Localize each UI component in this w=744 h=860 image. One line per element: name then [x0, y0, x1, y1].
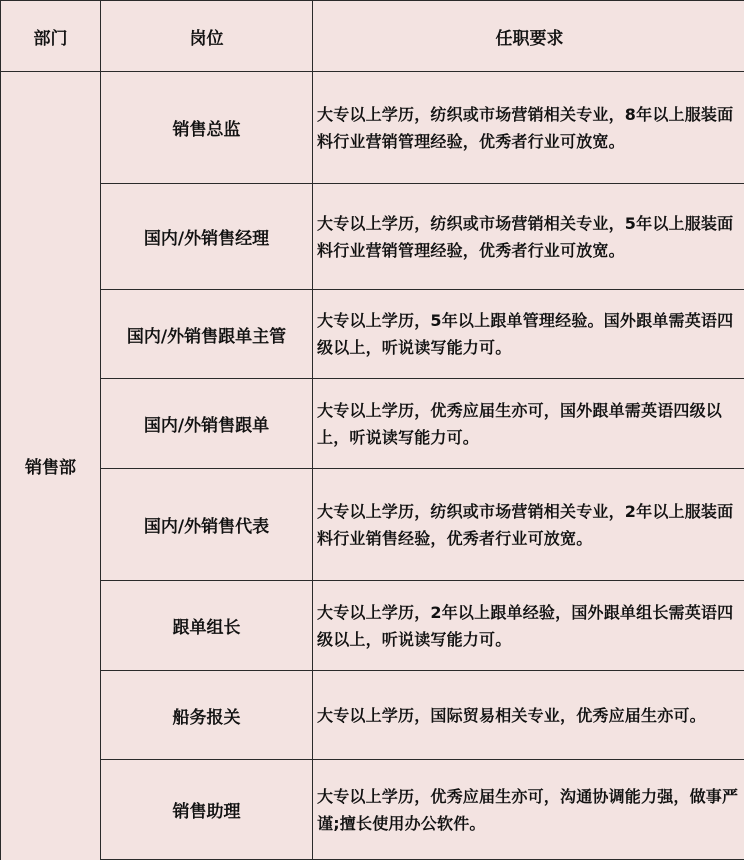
- table-row: [1, 379, 744, 469]
- position-cell: 销售助理: [101, 760, 313, 860]
- header-position: 岗位: [101, 1, 313, 72]
- requirement-cell: 大专以上学历，优秀应届生亦可，沟通协调能力强，做事严谨;擅长使用办公软件。: [313, 760, 744, 860]
- table-row: [1, 290, 744, 379]
- requirement-cell: 大专以上学历，纺织或市场营销相关专业，8年以上服装面料行业营销管理经验，优秀者行业可放宽。: [313, 72, 744, 184]
- position-cell: 国内/外销售跟单主管: [101, 290, 313, 379]
- requirement-cell: 大专以上学历，国际贸易相关专业，优秀应届生亦可。: [313, 671, 744, 760]
- position-cell: 船务报关: [101, 671, 313, 760]
- header-department: 部门: [1, 1, 101, 72]
- position-cell: 销售总监: [101, 72, 313, 184]
- position-cell: 国内/外销售经理: [101, 184, 313, 290]
- department-cell: 销售部: [1, 72, 101, 860]
- table-row: [1, 581, 744, 671]
- position-cell: 跟单组长: [101, 581, 313, 671]
- header-requirements: 任职要求: [313, 1, 744, 72]
- table-row: [1, 72, 744, 184]
- position-cell: 国内/外销售跟单: [101, 379, 313, 469]
- table-row: [1, 469, 744, 581]
- requirement-cell: 大专以上学历，纺织或市场营销相关专业，5年以上服装面料行业营销管理经验，优秀者行业可放宽。: [313, 184, 744, 290]
- requirement-cell: 大专以上学历，5年以上跟单管理经验。国外跟单需英语四级以上，听说读写能力可。: [313, 290, 744, 379]
- requirement-cell: 大专以上学历，纺织或市场营销相关专业，2年以上服装面料行业销售经验，优秀者行业可放宽。: [313, 469, 744, 581]
- table-row: [1, 184, 744, 290]
- position-cell: 国内/外销售代表: [101, 469, 313, 581]
- header-row: [1, 1, 744, 72]
- table-row: [1, 671, 744, 760]
- requirement-cell: 大专以上学历，2年以上跟单经验，国外跟单组长需英语四级以上，听说读写能力可。: [313, 581, 744, 671]
- requirement-cell: 大专以上学历，优秀应届生亦可，国外跟单需英语四级以上，听说读写能力可。: [313, 379, 744, 469]
- table-row: [1, 760, 744, 860]
